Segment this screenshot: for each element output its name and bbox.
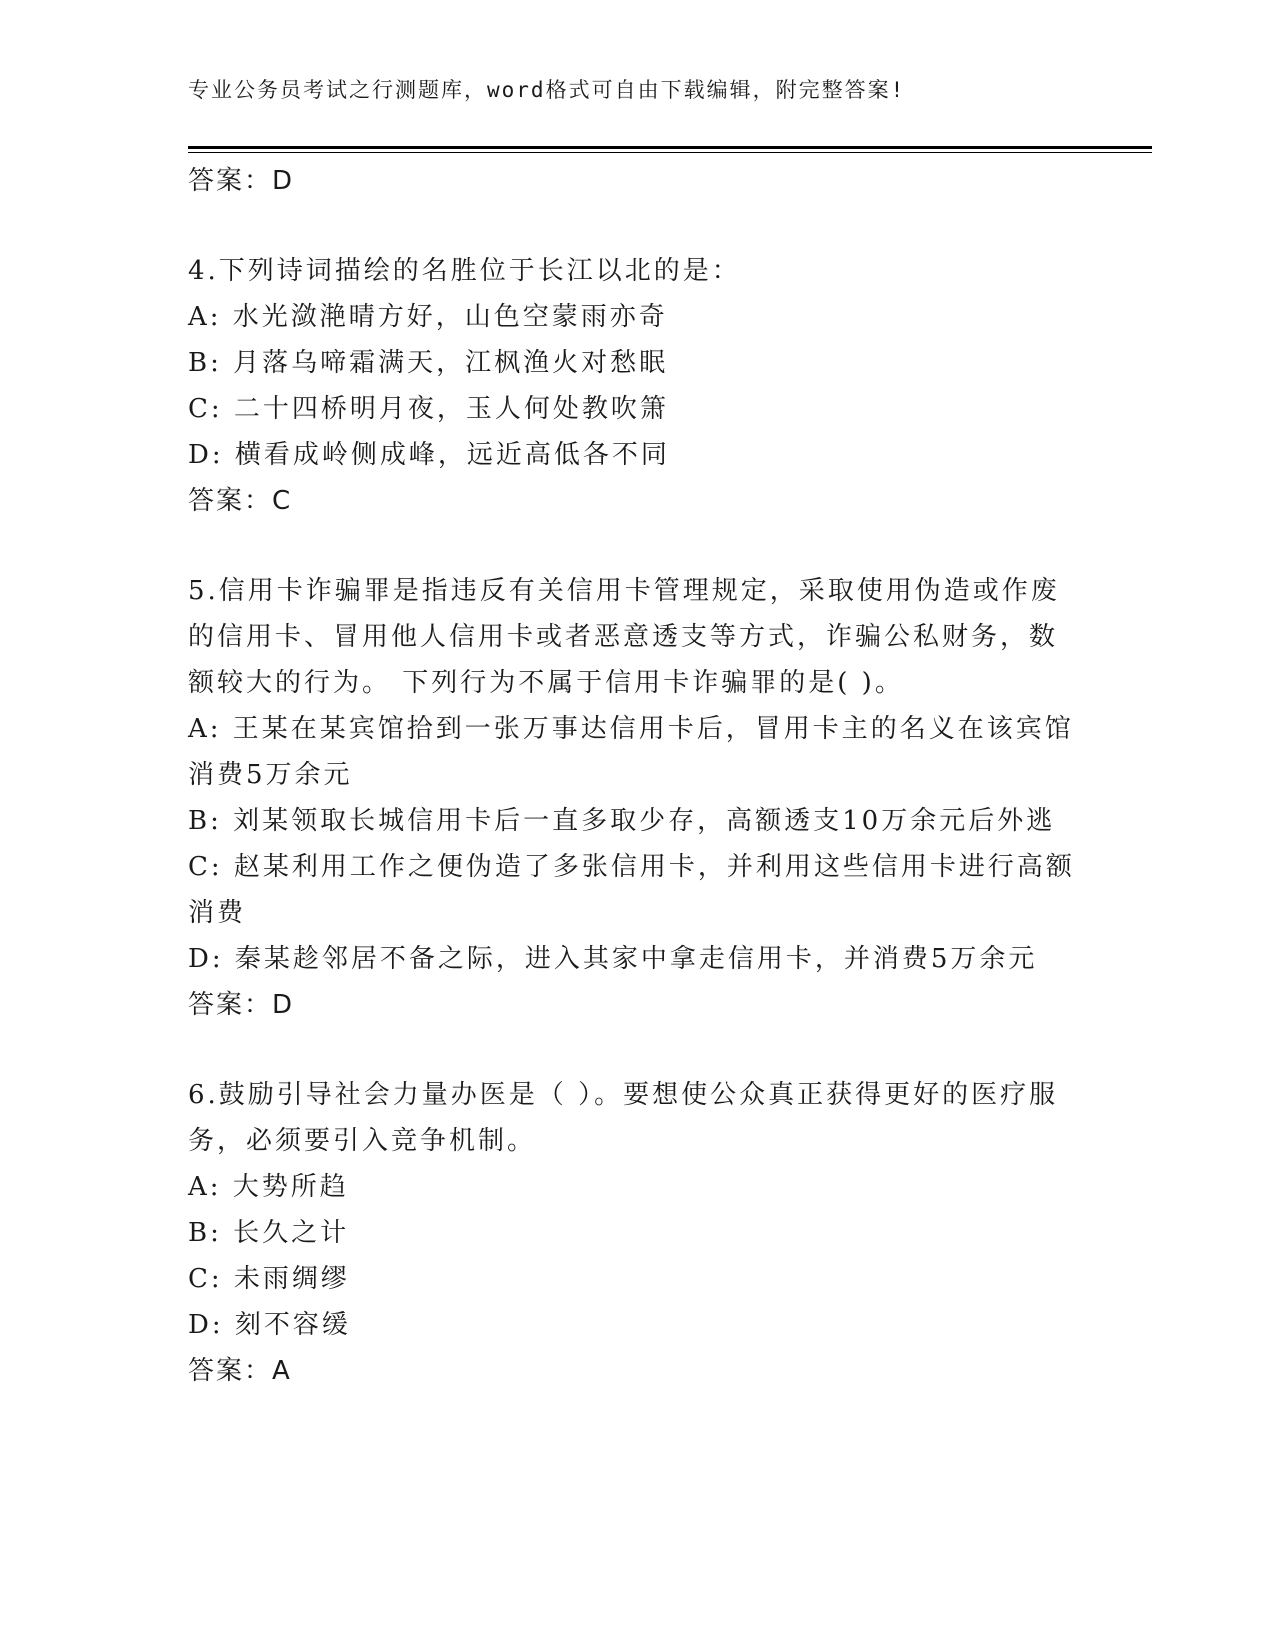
question-stem-line: 4.下列诗词描绘的名胜位于长江以北的是：	[188, 256, 741, 286]
spacer	[188, 204, 1088, 248]
question-4	[188, 248, 1088, 524]
header-rule-thin	[188, 152, 1152, 153]
document-content	[188, 158, 1088, 1394]
option-a: A: 王某在某宾馆拾到一张万事达信用卡后，冒用卡主的名义在该宾馆	[188, 714, 1074, 744]
option-b: B: 刘某领取长城信用卡后一直多取少存，高额透支10万余元后外逃	[188, 806, 1056, 836]
question-stem-line: 6.鼓励引导社会力量办医是（ ）。要想使公众真正获得更好的医疗服	[188, 1080, 1059, 1110]
option-b: B: 长久之计	[188, 1218, 350, 1248]
option-c-continued: 消费	[188, 898, 247, 928]
option-d: D: 横看成岭侧成峰，远近高低各不同	[188, 440, 670, 470]
option-c: C: 二十四桥明月夜，玉人何处教吹箫	[188, 394, 669, 424]
question-stem-line: 额较大的行为。 下列行为不属于信用卡诈骗罪的是( )。	[188, 668, 904, 698]
option-d: D: 秦某趁邻居不备之际，进入其家中拿走信用卡，并消费5万余元	[188, 944, 1038, 974]
option-d: D: 刻不容缓	[188, 1310, 351, 1340]
previous-answer: 答案：D	[188, 166, 295, 196]
answer: 答案：D	[188, 990, 295, 1020]
question-stem-line: 务，必须要引入竞争机制。	[188, 1126, 537, 1156]
question-stem-line: 5.信用卡诈骗罪是指违反有关信用卡管理规定，采取使用伪造或作废	[188, 576, 1060, 606]
option-a-continued: 消费5万余元	[188, 760, 353, 790]
question-5	[188, 568, 1088, 1028]
question-stem-line: 的信用卡、冒用他人信用卡或者恶意透支等方式，诈骗公私财务，数	[188, 622, 1059, 652]
answer: 答案：A	[188, 1356, 292, 1386]
option-c: C: 未雨绸缪	[188, 1264, 350, 1294]
option-b: B: 月落乌啼霜满天，江枫渔火对愁眠	[188, 348, 669, 378]
question-6	[188, 1072, 1088, 1394]
option-a: A: 大势所趋	[188, 1172, 349, 1202]
header-rule-thick	[188, 146, 1152, 149]
page-header: 专业公务员考试之行测题库，word格式可自由下载编辑，附完整答案!	[188, 78, 906, 102]
option-c: C: 赵某利用工作之便伪造了多张信用卡，并利用这些信用卡进行高额	[188, 852, 1075, 882]
spacer	[188, 524, 1088, 568]
spacer	[188, 1028, 1088, 1072]
answer: 答案：C	[188, 486, 293, 516]
option-a: A: 水光潋滟晴方好，山色空蒙雨亦奇	[188, 302, 668, 332]
